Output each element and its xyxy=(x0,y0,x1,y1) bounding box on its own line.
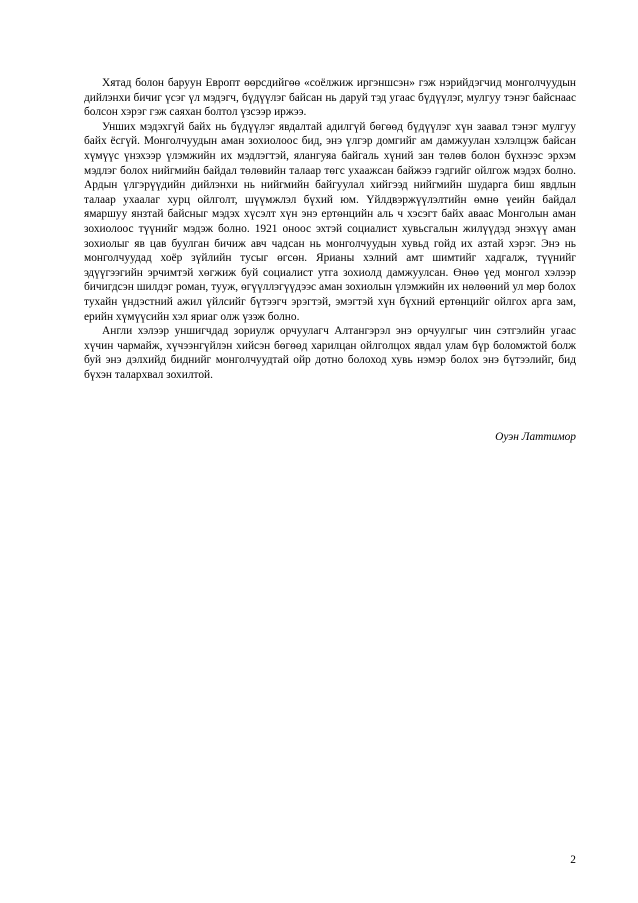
paragraph-3: Англи хэлээр уншигчдад зориулж орчуулагч Алтангэрэл энэ орчуулгыг чин сэтгэлийн угаас хүчин чармайж, хүчээнгүйлэн хийсэн бөгөөд харилцан ойлголцох явдал улам бүр боломжтой болж буй энэ дэлхийд биднийг монголчуудтай ойр дотно болоход хувь нэмэр болох энэ бүтээлийг, бид бүхэн талархвал зохилтой. xyxy=(84,325,576,381)
paragraph-1: Хятад болон баруун Европт өөрсдийгөө «соёлжиж иргэншсэн» гэж нэрийдэгчид монголчуудын дийлэнхи бичиг үсэг үл мэдэгч, бүдүүлэг байсан нь даруй тэд угаас бүдүүлэг, мулгуу тэнэг байснаас болсон хэрэг гэж саяхан болтол үзсээр иржээ. xyxy=(84,77,576,119)
body-text xyxy=(84,76,576,382)
page-number: 2 xyxy=(570,854,576,866)
paragraph-2: Унших мэдэхгүй байх нь бүдүүлэг явдалтай адилгүй бөгөөд бүдүүлэг хүн заавал тэнэг мулгуу байх ёсгүй. Монголчуудын аман зохиолоос бид, энэ үлгэр домгийг ам дамжуулан хэлэлцэж байсан хүмүүс үнэхээр үлэмжийн их мэдлэгтэй, ялангуяа байгаль хүний зан төлөв болон бүхнээс эрхэм мэдлэг болох нийгмийн байдал төлөвийн талаар төгс ухаажсан байжээ гэдгийг ойлгож мэдэх болно. Ардын үлгэрүүдийн дийлэнхи нь нийгмийн байгуулал хийгээд нийгмийн шударга биш явдлын талаар ухаалаг хурц ойлголт, шүүмжлэл бүхий юм. Үйлдвэржүүлэлтийн өмнө үеийн байдал ямаршуу янзтай байсныг мэдэх хүсэлт хүн энэ ертөнцийн аль ч хэсэгт байх аваас Монголын аман зохиолоос түүнийг мэдэж болно. 1921 оноос эхтэй социалист хувьсгалын жилүүдэд энэхүү аман зохиолыг яв цав буулган бичиж авч чадсан нь монголчуудын хувьд гойд их азтай хэрэг. Энэ нь монголчуудад хоёр зүйлийн тусыг өгсөн. Ярианы хэлний амт шимтийг хадгалж, түүнийг эдүүгээгийн эрчимтэй хөгжиж буй социалист утга зохиолд дамжуулсан. Өнөө үед монгол хэлээр бичигдсэн шилдэг роман, тууж, өгүүллэгүүдээс аман зохиолын үлэмжийн их нөлөөний ул мөр болох тухайн үндэстний ажил үйлсийг бүтээгч эрэгтэй, эмэгтэй хүн бүхний ертөнцийг ойлгох арга зам, ерийн хүмүүсийн хэл яриаг олж үзэж болно. xyxy=(84,120,576,323)
author-signature: Оуэн Латтимор xyxy=(495,431,576,443)
